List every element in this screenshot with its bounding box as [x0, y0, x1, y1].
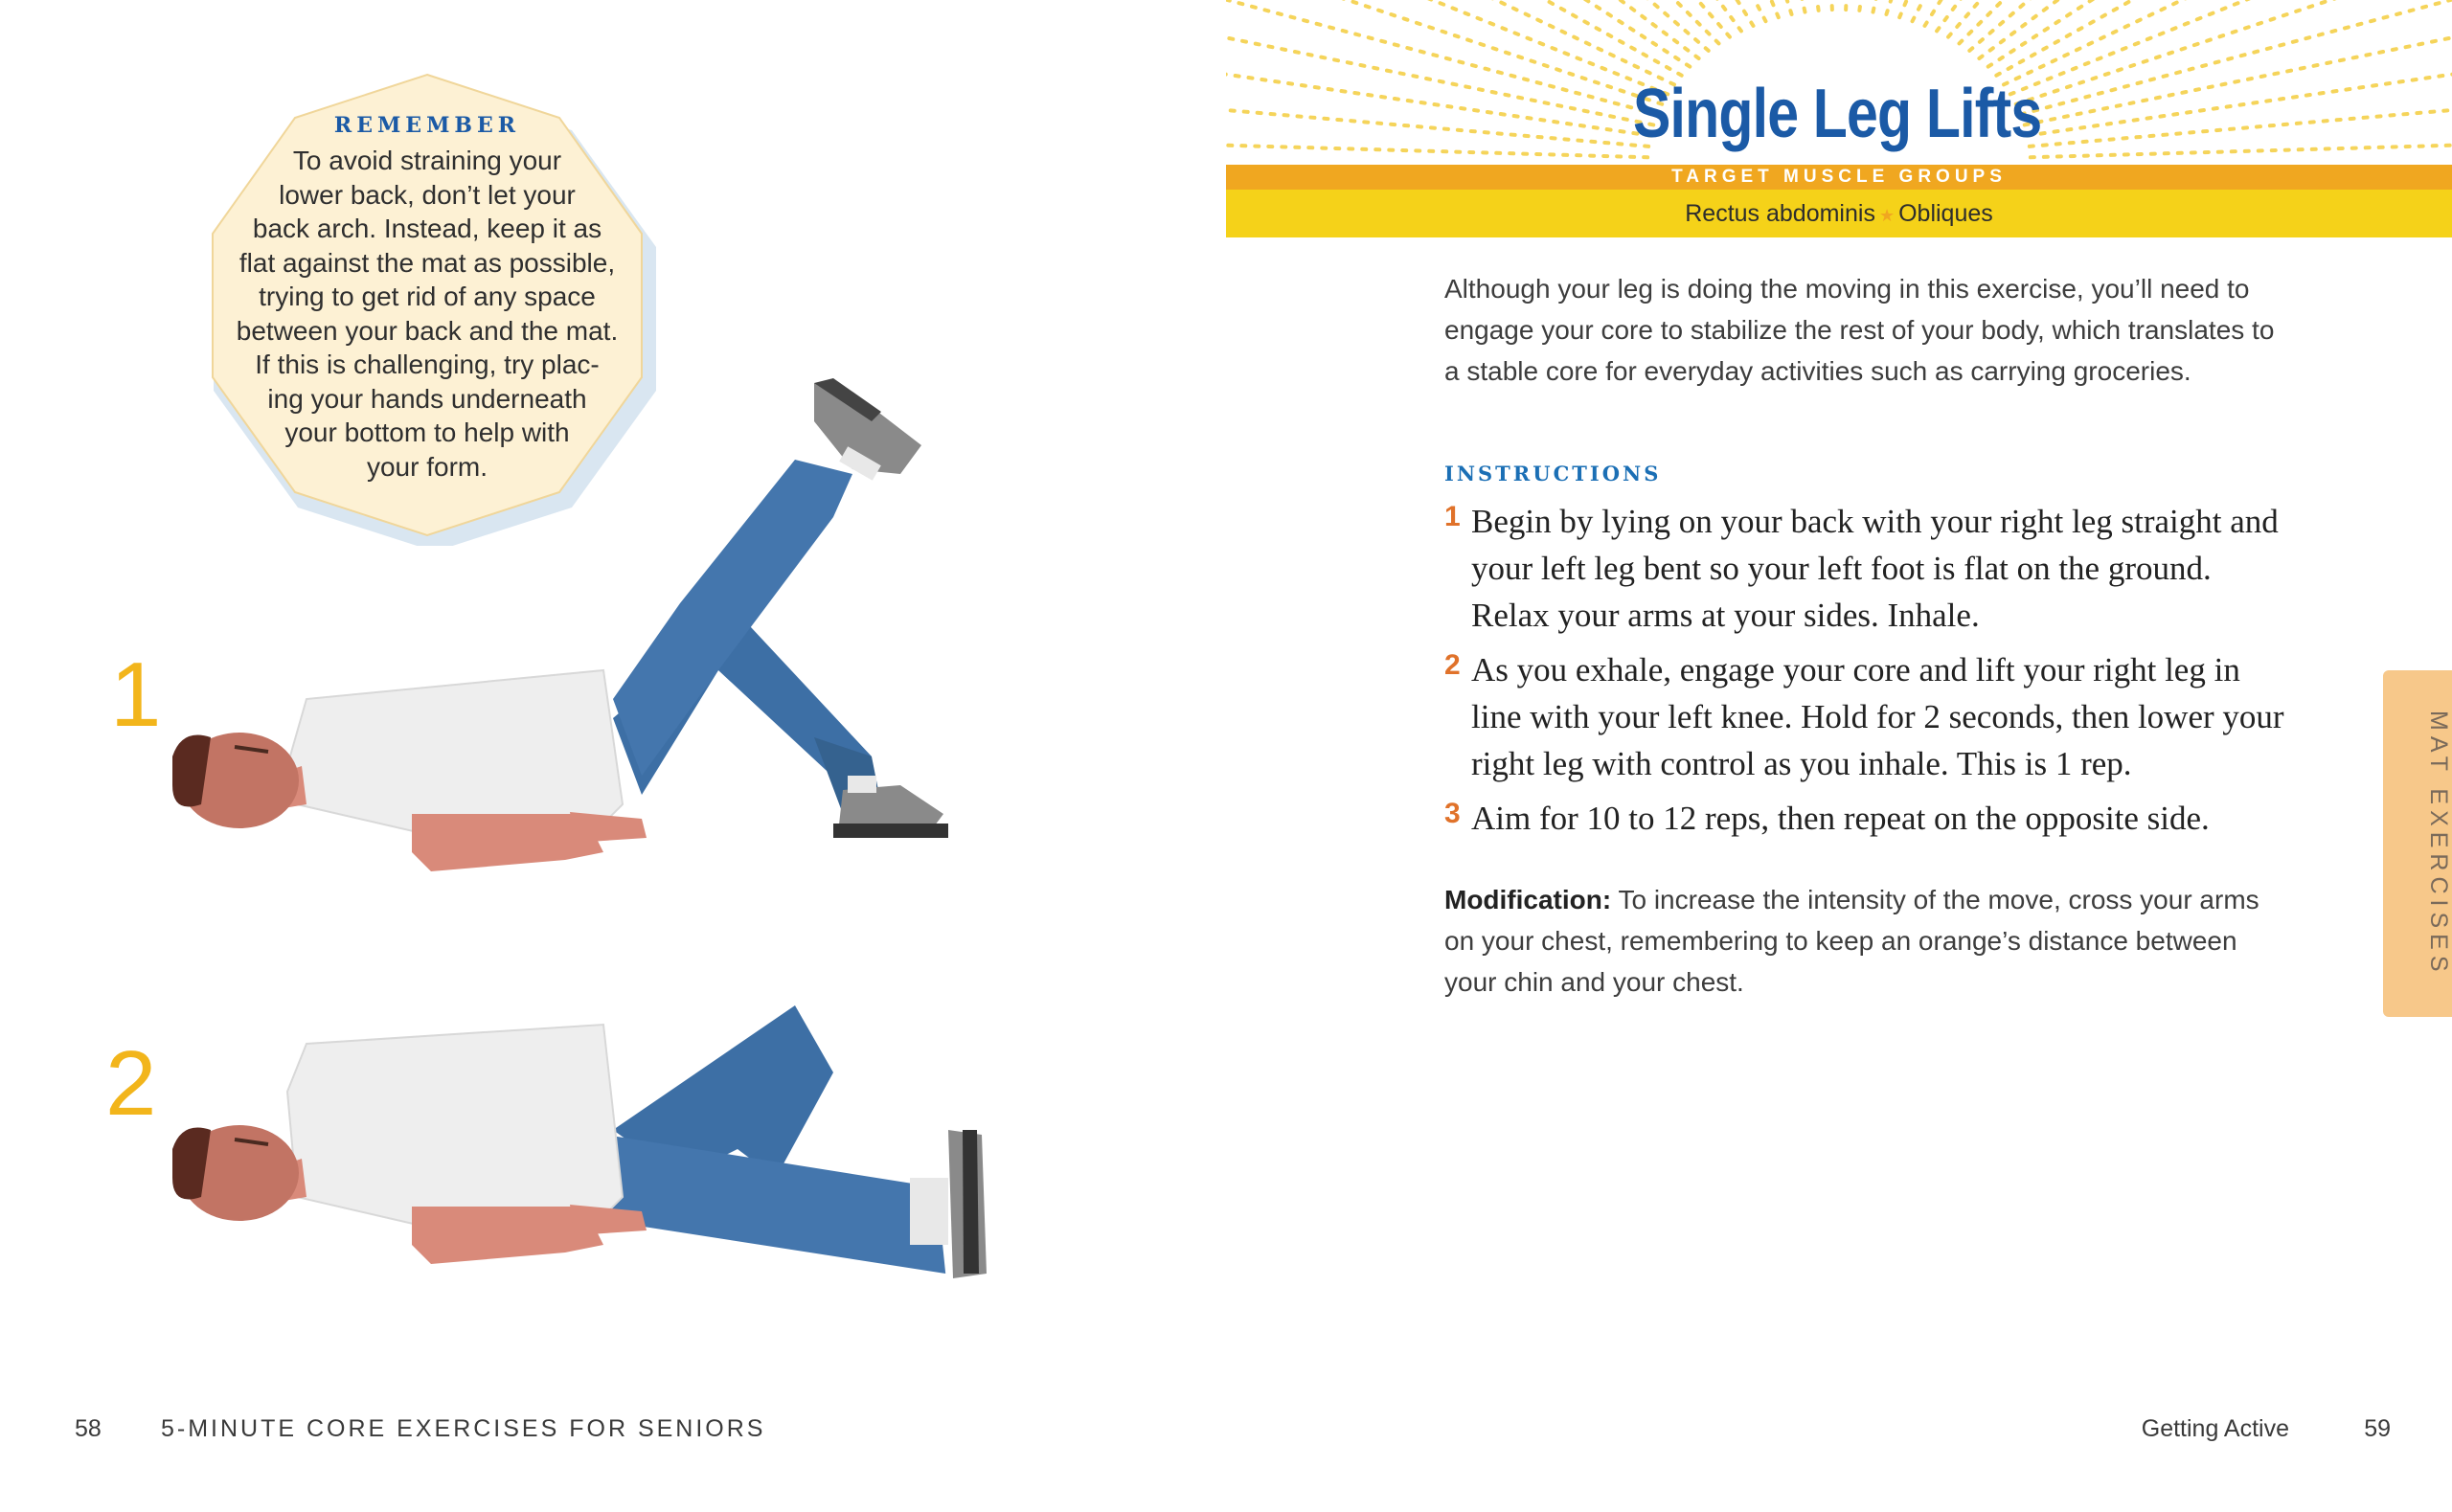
section-name-footer: Getting Active: [2141, 1415, 2289, 1442]
section-side-tab-label: MAT EXERCISES: [2425, 710, 2452, 978]
star-icon: ★: [1878, 206, 1896, 225]
modification-text: To increase the intensity of the move, cross your arms on your chest, remembering to keep an orange’s distance between your chin and your chest.: [1444, 885, 2259, 997]
muscle-groups: [1226, 190, 2452, 237]
muscle-group: Obliques: [1898, 200, 1993, 227]
target-muscle-groups-label: TARGET MUSCLE GROUPS: [1226, 165, 2452, 190]
page-number-right: 59: [2364, 1415, 2391, 1442]
sunburst-ray: [1382, 0, 1709, 51]
remember-line: back arch. Instead, keep it as: [252, 214, 602, 243]
remember-line: your form.: [366, 451, 488, 482]
remember-line: your bottom to help with: [284, 417, 570, 447]
sunburst-ray: [1627, 0, 1779, 17]
instruction-list: [1444, 498, 2287, 849]
instructions-heading: INSTRUCTIONS: [1444, 462, 1662, 485]
step-number-1: 1: [110, 643, 162, 746]
sunburst-ray: [1937, 0, 2181, 31]
instruction-text: As you exhale, engage your core and lift your right leg in line with your left knee. Hold for 2 seconds, then lower your right leg with control as you inhale. This is 1 rep.: [1471, 651, 2284, 782]
remember-line: ing your hands underneath: [267, 383, 587, 414]
sunburst-ray: [1899, 0, 2051, 17]
instruction-item: [1444, 795, 2287, 842]
instruction-item: [1444, 646, 2287, 787]
page-number-left: 58: [75, 1415, 102, 1442]
remember-line: between your back and the mat.: [236, 315, 619, 346]
exercise-figure-step-1: [144, 354, 967, 929]
instruction-number: 3: [1444, 798, 1461, 829]
remember-line: If this is challenging, try plac-: [255, 350, 600, 379]
remember-line: flat against the mat as possible,: [238, 247, 616, 278]
intro-paragraph: Although your leg is doing the moving in this exercise, you’ll need to engage your core to stabilize the rest of your body, which translates to a stable core for everyday activities such as carrying groceries.: [1444, 274, 2275, 386]
remember-line: To avoid straining your: [292, 146, 562, 175]
exercise-title: Single Leg Lifts: [1632, 76, 2042, 152]
sunburst-ray: [1539, 0, 1754, 26]
section-side-tab: [2383, 670, 2452, 1017]
instruction-number: 2: [1444, 649, 1461, 681]
sunburst-ray: [1979, 0, 2329, 58]
instruction-text: Begin by lying on your back with your right leg straight and your left leg bent so your left foot is flat on the ground. Relax your arms at your sides. Inhale.: [1471, 503, 2279, 634]
sunburst-ray: [1925, 0, 2140, 26]
instruction-number: 1: [1444, 501, 1461, 532]
modification-paragraph: [1444, 879, 2287, 1003]
exercise-figure-step-2: [144, 986, 1006, 1312]
sunburst-ray: [1969, 0, 2296, 51]
sunburst-ray: [1349, 0, 1699, 58]
right-page: [1226, 0, 2452, 1512]
sunburst-ray: [1497, 0, 1741, 31]
step-number-2: 2: [105, 1032, 157, 1135]
instruction-text: Aim for 10 to 12 reps, then repeat on the opposite side.: [1471, 800, 2210, 837]
book-title-footer: 5-MINUTE CORE EXERCISES FOR SENIORS: [161, 1415, 766, 1442]
remember-line: trying to get rid of any space: [259, 282, 596, 311]
muscle-group: Rectus abdominis: [1685, 200, 1875, 227]
modification-label: Modification:: [1444, 885, 1612, 914]
remember-title: REMEMBER: [333, 113, 521, 138]
instruction-item: [1444, 498, 2287, 639]
remember-line: lower back, don’t let your: [279, 179, 576, 210]
